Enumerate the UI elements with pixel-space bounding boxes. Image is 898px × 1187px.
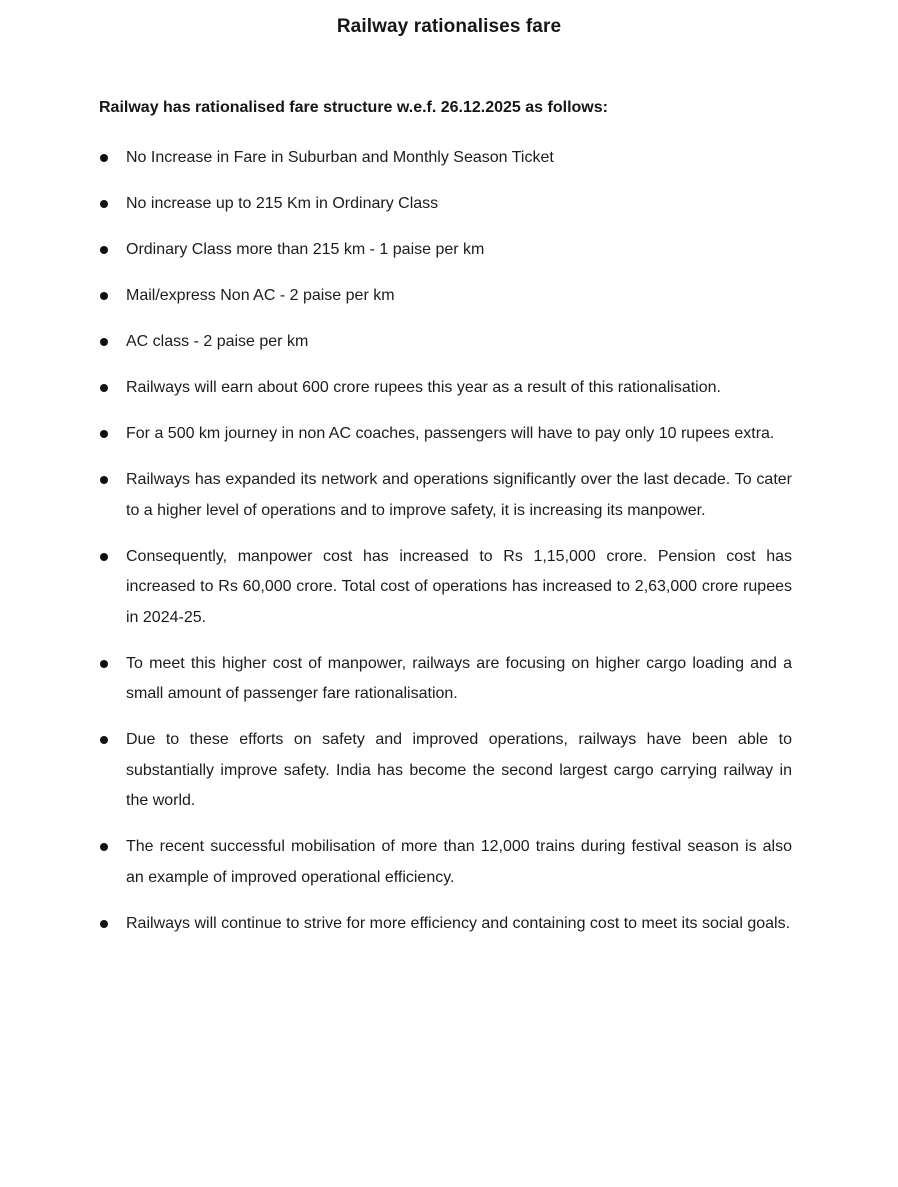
bullet-text: No increase up to 215 Km in Ordinary Class xyxy=(126,195,439,212)
bullet-item xyxy=(99,725,792,817)
bullet-item xyxy=(99,909,792,940)
bullet-item xyxy=(99,542,792,634)
bullet-item xyxy=(99,465,792,526)
bullet-icon xyxy=(100,920,108,928)
bullet-icon xyxy=(100,292,108,300)
bullet-item xyxy=(99,143,792,174)
bullet-text: Mail/express Non AC - 2 paise per km xyxy=(126,287,395,304)
bullet-item xyxy=(99,235,792,266)
bullet-text: Ordinary Class more than 215 km - 1 paise per km xyxy=(126,241,485,258)
bullet-item xyxy=(99,281,792,312)
bullet-icon xyxy=(100,843,108,851)
bullet-icon xyxy=(100,553,108,561)
bullet-icon xyxy=(100,384,108,392)
bullet-icon xyxy=(100,430,108,438)
bullet-item xyxy=(99,189,792,220)
bullet-text: For a 500 km journey in non AC coaches, passengers will have to pay only 10 rupees extra. xyxy=(126,425,775,442)
bullet-text: Due to these efforts on safety and improved operations, railways have been able to substantially improve safety. India has become the second largest cargo carrying railway in the world. xyxy=(126,731,792,809)
bullet-text: No Increase in Fare in Suburban and Monthly Season Ticket xyxy=(126,149,554,166)
bullet-item xyxy=(99,373,792,404)
bullet-text: To meet this higher cost of manpower, railways are focusing on higher cargo loading and a small amount of passenger fare rationalisation. xyxy=(126,654,792,702)
bullet-text: The recent successful mobilisation of more than 12,000 trains during festival season is also an example of improved operational efficiency. xyxy=(126,838,792,886)
bullet-text: Consequently, manpower cost has increased to Rs 1,15,000 crore. Pension cost has increased to Rs 60,000 crore. Total cost of operations has increased to 2,63,000 crore rupees in 2024-25. xyxy=(126,547,792,626)
bullet-item xyxy=(99,649,792,710)
bullet-item xyxy=(99,832,792,893)
bullet-text: Railways will continue to strive for more efficiency and containing cost to meet its social goals. xyxy=(126,914,791,932)
intro-heading: Railway has rationalised fare structure w.e.f. 26.12.2025 as follows: xyxy=(99,99,608,116)
bullet-icon xyxy=(100,154,108,162)
document-title: Railway rationalises fare xyxy=(336,16,562,37)
bullet-item xyxy=(99,419,792,450)
bullet-text: Railways will earn about 600 crore rupees this year as a result of this rationalisation. xyxy=(126,379,721,396)
bullet-icon xyxy=(100,338,108,346)
bullet-text: AC class - 2 paise per km xyxy=(126,333,309,350)
bullet-icon xyxy=(100,476,108,484)
bullet-icon xyxy=(100,246,108,254)
bullet-item xyxy=(99,327,792,358)
bullet-text: Railways has expanded its network and operations significantly over the last decade. To cater to a higher level of operations and to improve safety, it is increasing its manpower. xyxy=(126,471,792,519)
bullet-list xyxy=(99,143,792,939)
bullet-icon xyxy=(100,660,108,668)
bullet-icon xyxy=(100,200,108,208)
bullet-icon xyxy=(100,736,108,744)
